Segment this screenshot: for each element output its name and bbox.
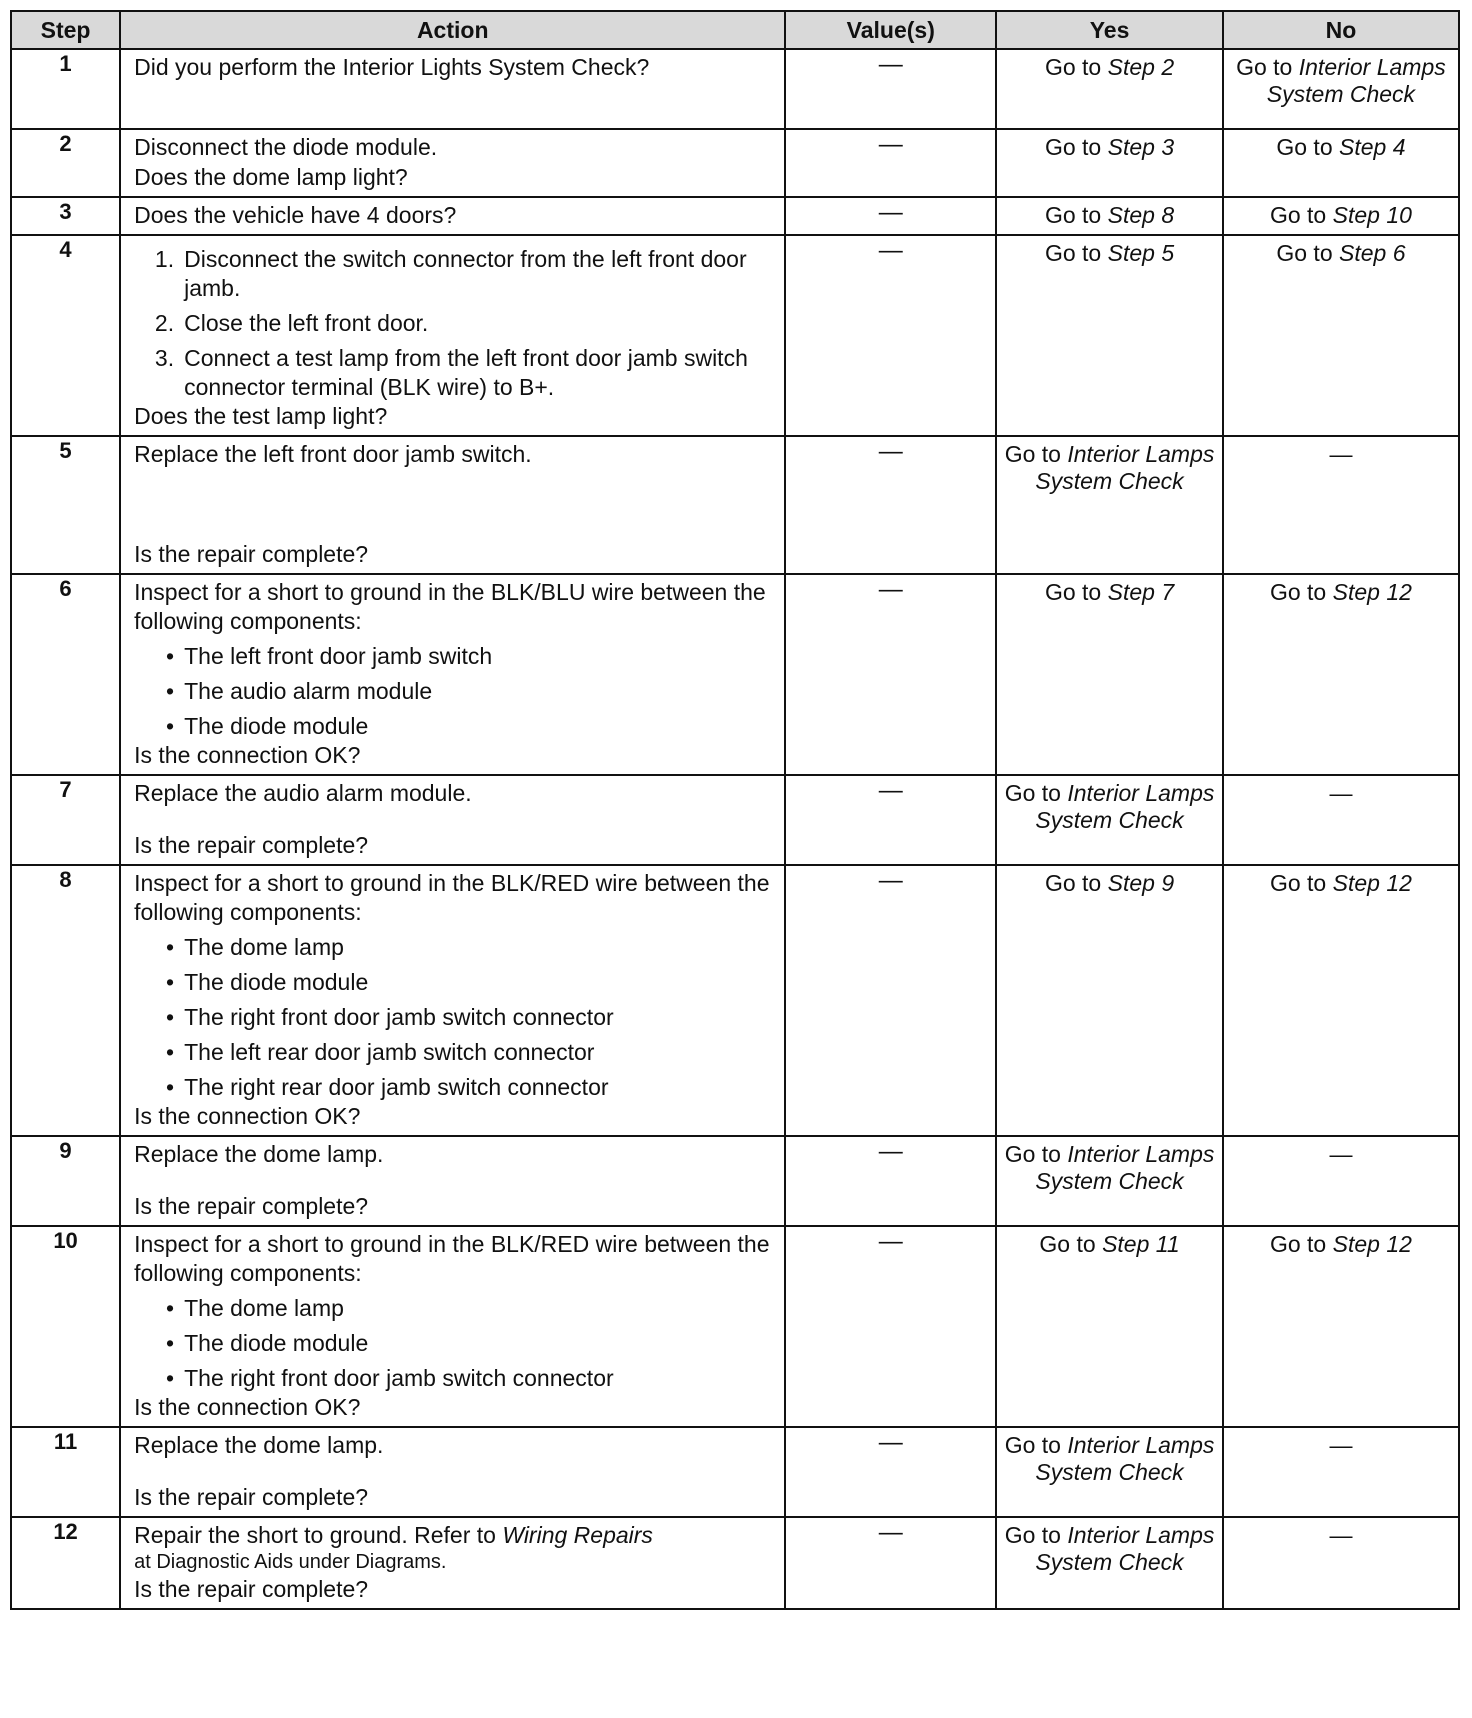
action-question: Does the test lamp light?	[134, 403, 388, 429]
item-text: Close the left front door.	[184, 310, 429, 336]
value-cell: —	[785, 574, 996, 775]
goto-prefix: Go to	[1276, 240, 1333, 266]
value-cell: —	[785, 1427, 996, 1517]
value-cell: —	[785, 1226, 996, 1427]
bullet-icon: •	[166, 1365, 175, 1391]
item-number: 1.	[154, 246, 175, 272]
goto-link[interactable]: Step 2	[1107, 54, 1175, 80]
bullet-icon: •	[166, 934, 175, 960]
goto-text	[1001, 579, 1218, 606]
numbered-item	[134, 309, 774, 338]
action-content	[134, 1431, 774, 1512]
goto-link[interactable]: Step 12	[1332, 1231, 1412, 1257]
bullet-text: The right rear door jamb switch connector	[184, 1074, 609, 1100]
value-cell: —	[785, 235, 996, 436]
yes-cell	[996, 235, 1223, 436]
goto-text	[1001, 202, 1218, 229]
action-content	[134, 1521, 774, 1604]
goto-link[interactable]: Step 8	[1107, 202, 1175, 228]
no-cell	[1223, 574, 1459, 775]
action-text: Inspect for a short to ground in the BLK/RED wire between the following components:	[134, 1231, 770, 1286]
value-cell: —	[785, 436, 996, 574]
header-values: Value(s)	[785, 11, 996, 49]
action-text: Inspect for a short to ground in the BLK/RED wire between the following components:	[134, 870, 770, 925]
table-body	[11, 49, 1459, 1609]
bullet-icon: •	[166, 1004, 175, 1030]
bullet-icon: •	[166, 678, 175, 704]
bullet-icon: •	[166, 1039, 175, 1065]
value-cell: —	[785, 775, 996, 865]
bullet-text: The left front door jamb switch	[184, 643, 493, 669]
goto-text	[1228, 134, 1454, 161]
no-cell	[1223, 49, 1459, 129]
bullet-text: The diode module	[184, 1330, 369, 1356]
goto-prefix: Go to	[1004, 1141, 1061, 1167]
action-text: Replace the audio alarm module.	[134, 780, 472, 806]
action-body	[134, 1521, 774, 1575]
item-text: Connect a test lamp from the left front door jamb switch connector terminal (BLK wire) to B+.	[184, 345, 748, 400]
action-content	[134, 1230, 774, 1422]
action-text: Disconnect the diode module.	[134, 134, 438, 160]
empty-dash: —	[1329, 1141, 1353, 1167]
empty-dash: —	[1329, 1432, 1353, 1458]
action-content	[134, 239, 774, 431]
action-question: Is the connection OK?	[134, 1103, 361, 1129]
goto-prefix: Go to	[1004, 1432, 1061, 1458]
goto-text	[1228, 202, 1454, 229]
action-content	[134, 133, 774, 192]
bullet-icon: •	[166, 713, 175, 739]
goto-text	[1001, 870, 1218, 897]
step-number: 10	[11, 1226, 120, 1427]
bullet-item	[134, 1364, 774, 1393]
wiring-repairs-link[interactable]: Wiring Repairs	[502, 1522, 653, 1548]
yes-cell	[996, 197, 1223, 235]
yes-cell	[996, 1517, 1223, 1609]
bullet-text: The diode module	[184, 713, 369, 739]
no-cell	[1223, 1517, 1459, 1609]
step-number: 6	[11, 574, 120, 775]
table-row	[11, 436, 1459, 574]
action-question: Is the connection OK?	[134, 1394, 361, 1420]
bullet-item	[134, 968, 774, 997]
goto-link[interactable]: Step 5	[1107, 240, 1175, 266]
table-row	[11, 129, 1459, 197]
action-cell	[120, 235, 785, 436]
header-row	[11, 11, 1459, 49]
bullet-text: The left rear door jamb switch connector	[184, 1039, 595, 1065]
bullet-item	[134, 1073, 774, 1102]
goto-link[interactable]: Interior Lamps System Check	[1266, 54, 1446, 107]
bullet-text: The diode module	[184, 969, 369, 995]
no-cell	[1223, 436, 1459, 574]
goto-prefix: Go to	[1039, 1231, 1096, 1257]
yes-cell	[996, 1427, 1223, 1517]
numbered-item	[134, 245, 774, 303]
action-text-before: Repair the short to ground. Refer to	[134, 1522, 503, 1548]
action-cell	[120, 1427, 785, 1517]
goto-text	[1001, 240, 1218, 267]
action-body	[134, 440, 774, 469]
header-step: Step	[11, 11, 120, 49]
goto-prefix: Go to	[1044, 240, 1102, 266]
bullet-text: The audio alarm module	[184, 678, 433, 704]
empty-dash: —	[1329, 780, 1353, 806]
yes-cell	[996, 574, 1223, 775]
goto-prefix: Go to	[1044, 202, 1102, 228]
action-question: Is the connection OK?	[134, 742, 361, 768]
action-subtext: at Diagnostic Aids under Diagrams.	[134, 1551, 447, 1573]
goto-link[interactable]: Interior Lamps System Check	[1035, 780, 1215, 833]
goto-link[interactable]: Interior Lamps System Check	[1035, 441, 1215, 494]
step-number: 11	[11, 1427, 120, 1517]
no-cell	[1223, 865, 1459, 1136]
step-number: 2	[11, 129, 120, 197]
goto-link[interactable]: Step 6	[1339, 240, 1406, 266]
goto-prefix: Go to	[1004, 1522, 1061, 1548]
step-number: 9	[11, 1136, 120, 1226]
action-cell	[120, 436, 785, 574]
action-body	[134, 578, 774, 741]
action-content	[134, 779, 774, 860]
bullet-icon: •	[166, 643, 175, 669]
table-row	[11, 197, 1459, 235]
step-number: 4	[11, 235, 120, 436]
action-content	[134, 869, 774, 1131]
action-cell	[120, 129, 785, 197]
diagnostic-table	[10, 10, 1460, 1610]
item-text: Disconnect the switch connector from the left front door jamb.	[184, 246, 747, 301]
goto-text	[1001, 134, 1218, 161]
no-cell	[1223, 775, 1459, 865]
goto-text	[1228, 54, 1454, 108]
bullet-icon: •	[166, 1295, 175, 1321]
action-content	[134, 578, 774, 770]
header-yes: Yes	[996, 11, 1223, 49]
step-number: 8	[11, 865, 120, 1136]
value-cell: —	[785, 1136, 996, 1226]
bullet-icon: •	[166, 1330, 175, 1356]
goto-link[interactable]: Step 12	[1332, 870, 1412, 896]
yes-cell	[996, 775, 1223, 865]
action-text: Did you perform the Interior Lights System Check?	[134, 54, 650, 80]
goto-text	[1001, 1141, 1218, 1195]
goto-link[interactable]: Step 12	[1332, 579, 1412, 605]
goto-prefix: Go to	[1044, 579, 1102, 605]
action-text: Replace the left front door jamb switch.	[134, 441, 532, 467]
action-question: Is the repair complete?	[134, 1193, 369, 1219]
table-row	[11, 775, 1459, 865]
table-row	[11, 1427, 1459, 1517]
action-question: Is the repair complete?	[134, 832, 369, 858]
action-question: Is the repair complete?	[134, 1484, 369, 1510]
goto-text	[1228, 579, 1454, 606]
action-content	[134, 1140, 774, 1221]
goto-prefix: Go to	[1044, 54, 1102, 80]
goto-text	[1001, 1231, 1218, 1258]
yes-cell	[996, 1136, 1223, 1226]
action-content	[134, 53, 774, 124]
action-body	[134, 201, 774, 230]
goto-text	[1001, 780, 1218, 834]
table-row	[11, 574, 1459, 775]
action-question: Does the dome lamp light?	[134, 164, 408, 190]
no-cell	[1223, 1136, 1459, 1226]
action-cell	[120, 1517, 785, 1609]
action-content	[134, 201, 774, 230]
action-text: Replace the dome lamp.	[134, 1141, 384, 1167]
value-cell: —	[785, 197, 996, 235]
action-body	[134, 53, 774, 82]
bullet-item	[134, 677, 774, 706]
header-action: Action	[120, 11, 785, 49]
step-number: 1	[11, 49, 120, 129]
action-cell	[120, 775, 785, 865]
step-number: 3	[11, 197, 120, 235]
header-no: No	[1223, 11, 1459, 49]
goto-link[interactable]: Step 11	[1102, 1231, 1180, 1257]
empty-dash: —	[1329, 441, 1353, 467]
action-cell	[120, 574, 785, 775]
bullet-item	[134, 1003, 774, 1032]
goto-link[interactable]: Interior Lamps System Check	[1035, 1141, 1215, 1194]
action-body	[134, 779, 774, 808]
action-question: Is the repair complete?	[134, 541, 369, 567]
action-body	[134, 133, 774, 162]
no-cell	[1223, 235, 1459, 436]
goto-text	[1001, 1522, 1218, 1576]
yes-cell	[996, 436, 1223, 574]
goto-link[interactable]: Interior Lamps System Check	[1035, 1522, 1215, 1575]
goto-prefix: Go to	[1044, 134, 1102, 160]
bullet-item	[134, 1294, 774, 1323]
empty-dash: —	[1329, 1522, 1353, 1548]
table-row	[11, 49, 1459, 129]
yes-cell	[996, 129, 1223, 197]
goto-prefix: Go to	[1236, 54, 1293, 80]
action-text: Does the vehicle have 4 doors?	[134, 202, 457, 228]
step-number: 12	[11, 1517, 120, 1609]
action-body	[134, 1431, 774, 1460]
action-text: Replace the dome lamp.	[134, 1432, 384, 1458]
action-cell	[120, 197, 785, 235]
goto-link[interactable]: Step 7	[1107, 579, 1175, 605]
yes-cell	[996, 1226, 1223, 1427]
item-number: 3.	[154, 345, 175, 371]
action-body	[134, 1230, 774, 1393]
goto-text	[1228, 870, 1454, 897]
step-number: 7	[11, 775, 120, 865]
value-cell: —	[785, 129, 996, 197]
bullet-item	[134, 712, 774, 741]
action-text: Inspect for a short to ground in the BLK/BLU wire between the following components:	[134, 579, 766, 634]
action-body	[134, 1140, 774, 1169]
goto-prefix: Go to	[1044, 870, 1102, 896]
table-row	[11, 865, 1459, 1136]
table-row	[11, 235, 1459, 436]
table-row	[11, 1226, 1459, 1427]
table-row	[11, 1136, 1459, 1226]
goto-prefix: Go to	[1269, 579, 1327, 605]
bullet-text: The right front door jamb switch connector	[184, 1365, 614, 1391]
goto-prefix: Go to	[1004, 441, 1061, 467]
value-cell: —	[785, 1517, 996, 1609]
bullet-item	[134, 1038, 774, 1067]
goto-text	[1001, 1432, 1218, 1486]
action-cell	[120, 1136, 785, 1226]
goto-link[interactable]: Step 9	[1107, 870, 1175, 896]
bullet-item	[134, 933, 774, 962]
bullet-item	[134, 1329, 774, 1358]
goto-text	[1001, 54, 1218, 81]
action-body	[134, 869, 774, 1102]
goto-text	[1228, 240, 1454, 267]
goto-link[interactable]: Step 4	[1339, 134, 1406, 160]
action-cell	[120, 49, 785, 129]
item-number: 2.	[154, 310, 175, 336]
action-body	[134, 239, 774, 402]
bullet-text: The dome lamp	[184, 934, 344, 960]
goto-text	[1228, 1231, 1454, 1258]
yes-cell	[996, 865, 1223, 1136]
goto-text	[1001, 441, 1218, 495]
bullet-icon: •	[166, 1074, 175, 1100]
action-text	[134, 1521, 774, 1550]
goto-prefix: Go to	[1276, 134, 1333, 160]
bullet-text: The dome lamp	[184, 1295, 344, 1321]
goto-prefix: Go to	[1269, 870, 1327, 896]
no-cell	[1223, 1226, 1459, 1427]
no-cell	[1223, 1427, 1459, 1517]
no-cell	[1223, 129, 1459, 197]
action-question: Is the repair complete?	[134, 1576, 369, 1602]
step-number: 5	[11, 436, 120, 574]
goto-link[interactable]: Step 3	[1107, 134, 1175, 160]
bullet-text: The right front door jamb switch connector	[184, 1004, 614, 1030]
bullet-item	[134, 642, 774, 671]
goto-link[interactable]: Interior Lamps System Check	[1035, 1432, 1215, 1485]
action-content	[134, 440, 774, 569]
goto-prefix: Go to	[1269, 202, 1327, 228]
goto-link[interactable]: Step 10	[1332, 202, 1412, 228]
goto-prefix: Go to	[1004, 780, 1061, 806]
value-cell: —	[785, 865, 996, 1136]
bullet-icon: •	[166, 969, 175, 995]
action-cell	[120, 865, 785, 1136]
table-row	[11, 1517, 1459, 1609]
numbered-item	[134, 344, 774, 402]
action-cell	[120, 1226, 785, 1427]
yes-cell	[996, 49, 1223, 129]
value-cell: —	[785, 49, 996, 129]
no-cell	[1223, 197, 1459, 235]
goto-prefix: Go to	[1269, 1231, 1327, 1257]
